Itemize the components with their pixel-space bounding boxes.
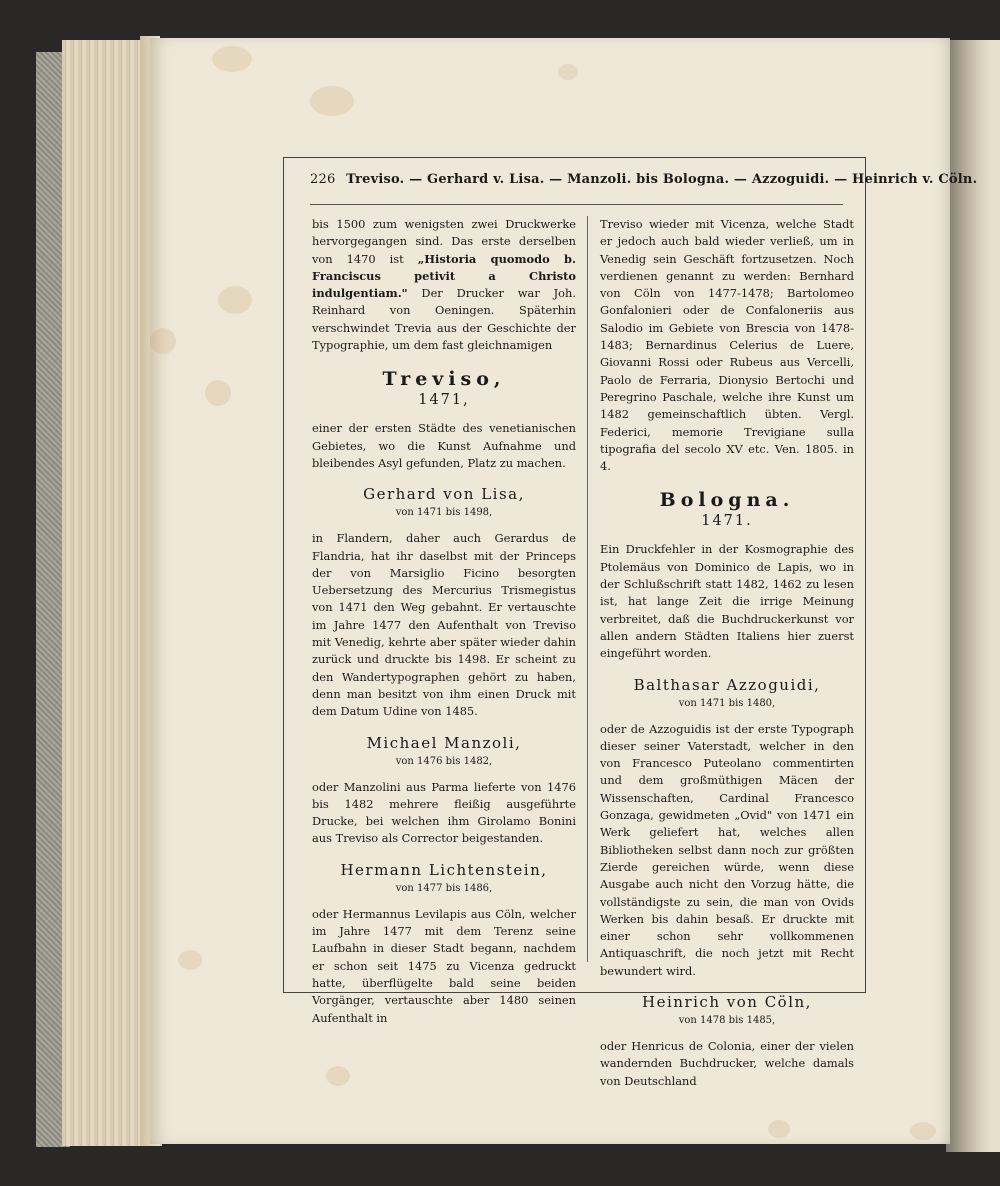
paragraph-hermann-lichtenstein: oder Hermannus Levilapis aus Cöln, welcher im Jahre 1477 mit dem Terenz seine Laufbahn in dieser Stadt begann, nachdem er schon seit 1475 zu Vicenza gedruckt hatte, überflügelte bald seine beiden Vorgänger, vertauschte aber 1480 seinen Aufenthalt in	[312, 906, 576, 1025]
facing-page-edge	[946, 40, 1000, 1152]
range-michael-manzoli: von 1476 bis 1482,	[395, 755, 493, 767]
heading-michael-manzoli: Michael Manzoli,	[366, 733, 522, 752]
heading-bologna: Bologna.	[659, 489, 795, 512]
range-gerhard-von-lisa: von 1471 bis 1498,	[395, 507, 493, 519]
range-balthasar-azzoguidi: von 1471 bis 1480,	[678, 697, 776, 709]
heading-treviso: Treviso,	[382, 368, 506, 391]
year-treviso: 1471,	[418, 392, 470, 409]
page-number: 226	[310, 172, 336, 187]
paragraph-continuation: Treviso wieder mit Vicenza, welche Stadt er jedoch auch bald wieder verließ, um in Venedig sein Geschäft fortzusetzen. Noch verdienen genannt zu werden: Bernhard von Cöln von 1477-1478; Bartolomeo Gonfalonieri oder de Confaloneriis aus Salodio im Gebiete von Brescia von 1478-1483; Bernardinus Celerius de Luere, Giovanni Rossi oder Rubeus aus Vercelli, Paolo de Ferraria, Dionysio Bertochi und Peregrino Paschale, welche ihre Kunst um 1482 gemeinschaftlich übten. Vergl. Federici, memorie Trevigiane sulla tipografia del secolo XV etc. Ven. 1805. in 4.	[600, 217, 854, 474]
foxing-spot	[326, 1066, 350, 1086]
left-column	[312, 216, 576, 1027]
column-divider	[587, 216, 588, 962]
foxing-spot	[218, 286, 252, 314]
heading-hermann-lichtenstein: Hermann Lichtenstein,	[340, 860, 548, 879]
running-header	[310, 172, 978, 192]
right-column	[600, 216, 854, 1090]
header-rule	[310, 204, 843, 205]
foxing-spot	[178, 950, 202, 970]
running-title: Treviso. — Gerhard v. Lisa. — Manzoli. bis Bologna. — Azzoguidi. — Heinrich v. Cöln.	[346, 172, 978, 187]
foxing-spot	[910, 1122, 936, 1140]
paragraph-michael-manzoli: oder Manzolini aus Parma lieferte von 1476 bis 1482 mehrere fleißig ausgeführte Drucke, bei welchen ihm Girolamo Bonini aus Treviso als Corrector beigestanden.	[312, 779, 576, 846]
foxing-spot	[558, 64, 578, 80]
heading-balthasar-azzoguidi: Balthasar Azzoguidi,	[633, 675, 821, 694]
foxing-spot	[310, 86, 354, 116]
intro-paragraph: bis 1500 zum wenigsten zwei Druckwerke hervorgegangen sind. Das erste derselben von 1470 ist „Historia quomodo b. Franciscus petivit a Christo indulgentiam." Der Drucker war Joh. Reinhard von Oeningen. Späterhin verschwindet Trevia aus der Geschichte der Typographie, um dem fast gleichnamigen	[312, 217, 576, 353]
paragraph-treviso: einer der ersten Städte des venetianischen Gebietes, wo die Kunst Aufnahme und bleibendes Asyl gefunden, Platz zu machen.	[312, 421, 576, 470]
paragraph-gerhard-von-lisa: in Flandern, daher auch Gerardus de Flandria, hat ihr daselbst mit der Princeps der von Marsiglio Ficino besorgten Uebersetzung des Mercurius Trismegistus von 1471 den Weg gebahnt. Er vertauschte im Jahre 1477 den Aufenthalt von Treviso mit Venedig, kehrte aber später wieder dahin zurück und druckte bis 1498. Er scheint zu den Wandertypographen gehört zu haben, denn man besitzt von ihm einen Druck mit dem Datum Udine von 1485.	[312, 531, 576, 719]
foxing-spot	[212, 46, 252, 72]
text-frame	[283, 157, 978, 1088]
heading-gerhard-von-lisa: Gerhard von Lisa,	[363, 485, 525, 504]
foxing-spot	[150, 328, 176, 354]
paragraph-heinrich-von-coeln: oder Henricus de Colonia, einer der vielen wandernden Buchdrucker, welche damals von Deutschland	[600, 1038, 854, 1088]
paragraph-balthasar-azzoguidi: oder de Azzoguidis ist der erste Typograph dieser seiner Vaterstadt, welcher in den von Francesco Puteolano commentirten und dem großmüthigen Mäcen der Wissenschaften, Cardinal Francesco Gonzaga, gewidmeten „Ovid" von 1471 ein Werk geliefert hat, welches allen Bibliotheken selbst dann noch zur größten Zierde gereichen würde, wenn diese Ausgabe auch nicht den Vorzug hätte, die vollständigste zu sein, die man von Ovids Werken bis dahin besaß. Er druckte mit einer schon sehr vollkommenen Antiquaschrift, die noch jetzt mit Recht bewundert wird.	[600, 721, 854, 978]
paragraph-bologna: Ein Druckfehler in der Kosmographie des Ptolemäus von Dominico de Lapis, wo in der Schlußschrift statt 1482, 1462 zu lesen ist, hat lange Zeit die irrige Meinung verbreitet, daß die Buchdruckerkunst vor allen andern Städten Italiens hier zuerst eingeführt worden.	[600, 542, 854, 661]
range-heinrich-von-coeln: von 1478 bis 1485,	[678, 1014, 776, 1026]
range-hermann-lichtenstein: von 1477 bis 1486,	[395, 882, 493, 894]
intro-work-title: „Historia quomodo b. Franciscus petivit a Christo indulgentiam."	[312, 251, 576, 301]
foxing-spot	[205, 380, 231, 406]
year-bologna: 1471.	[701, 513, 753, 530]
foxing-spot	[768, 1120, 790, 1138]
heading-heinrich-von-coeln: Heinrich von Cöln,	[642, 992, 812, 1011]
